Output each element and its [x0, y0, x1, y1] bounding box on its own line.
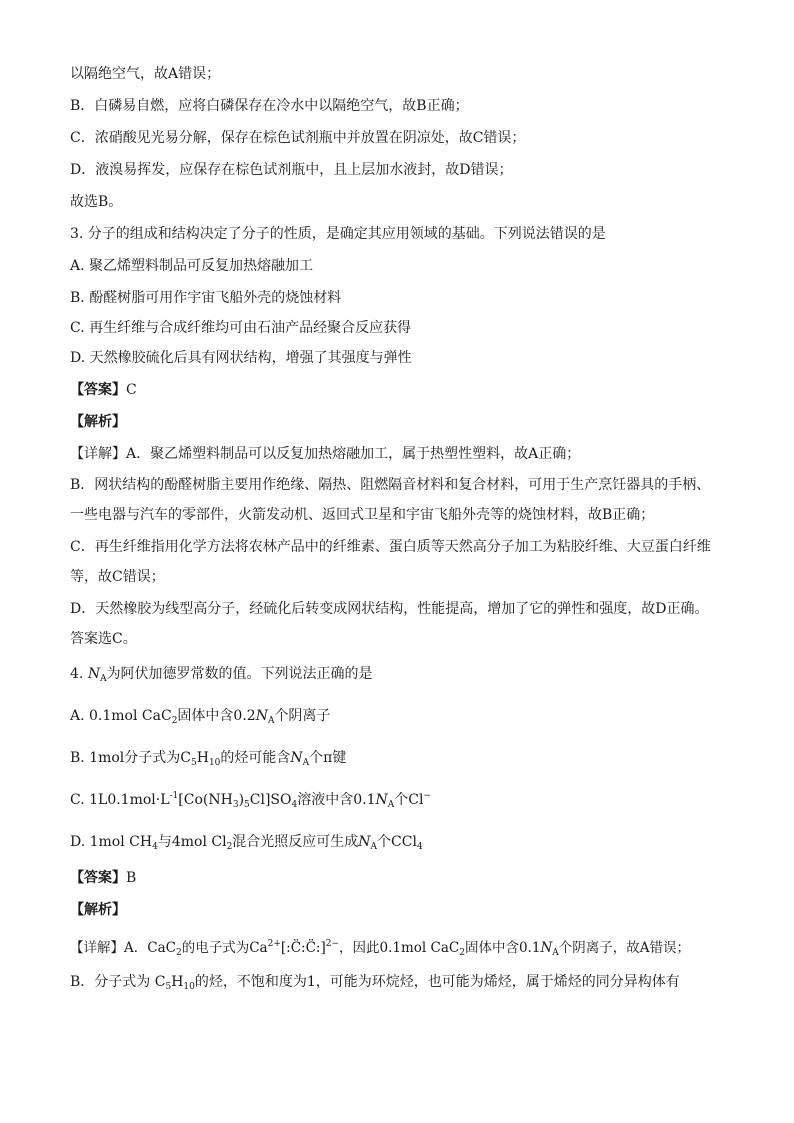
subscript: A	[387, 800, 395, 810]
text-run: [Co(NH	[178, 792, 233, 808]
na-symbol: N	[290, 750, 303, 766]
question-text: 为阿伏加德罗常数的值。下列说法正确的是	[106, 666, 373, 682]
subscript: 4	[152, 842, 158, 852]
text-line: D．天然橡胶为线型高分子，经硫化后转变成网状结构，性能提高，增加了它的弹性和强度，故D正确。	[70, 601, 709, 617]
text-line: 等，故C错误；	[70, 569, 165, 585]
text-run: 溶液中含0.1	[297, 792, 376, 808]
question-3-option-c: C. 再生纤维与合成纤维均可由石油产品经聚合反应获得	[70, 320, 412, 336]
answer-4	[70, 868, 754, 888]
text-run: 的电子式为Ca	[181, 940, 268, 956]
subscript: 4	[416, 842, 423, 852]
text-line: D．液溴易挥发，应保存在棕色试剂瓶中，且上层加水液封，故D错误；	[70, 162, 513, 178]
text-line: C．浓硝酸见光易分解，保存在棕色试剂瓶中并放置在阴凉处，故C错误；	[70, 130, 526, 146]
na-symbol: N	[540, 940, 553, 956]
subscript: A	[302, 758, 310, 768]
text-run: B．分子式为 C	[70, 974, 166, 990]
subscript: 2	[175, 948, 182, 958]
na-symbol: N	[255, 708, 268, 724]
analysis-3-tag: 【解析】	[70, 414, 126, 430]
subscript: 10	[208, 758, 221, 768]
na-symbol: N	[375, 792, 388, 808]
text-run: Cl]SO	[249, 792, 292, 808]
subscript: 2	[171, 716, 178, 726]
analysis-4-tag: 【解析】	[70, 902, 126, 918]
text-run: 与4mol Cl	[157, 834, 227, 850]
text-run: H	[171, 974, 184, 990]
text-line: 一些电器与汽车的零部件，火箭发动机、返回式卫星和宇宙飞船外壳等的烧蚀材料，故B正确；	[70, 507, 655, 523]
subscript: 5	[191, 758, 197, 768]
text-run: 个π键	[309, 750, 347, 766]
answer-tag: 【答案】	[70, 870, 126, 886]
answer-value: B	[126, 870, 137, 886]
answer-3	[70, 380, 754, 400]
text-line: B．白磷易自燃，应将白磷保存在冷水中以隔绝空气，故B正确；	[70, 98, 469, 114]
answer-value: C	[126, 382, 137, 398]
text-run: 个阴离子，故A错误；	[558, 940, 690, 956]
na-symbol: N	[358, 834, 371, 850]
superscript: -1	[169, 791, 179, 801]
question-4-stem	[70, 664, 754, 684]
text-run: 混合光照反应可生成	[232, 834, 359, 850]
answer-tag: 【答案】	[70, 382, 126, 398]
question-3-option-b: B. 酚醛树脂可用作宇宙飞船外壳的烧蚀材料	[70, 290, 342, 306]
subscript: 10	[183, 982, 195, 992]
text-run: )	[238, 792, 245, 808]
text-run: D. 1mol CH	[70, 834, 153, 850]
superscript: −	[423, 791, 431, 801]
text-run: 个Cl	[394, 792, 424, 808]
text-run: 的烃，不饱和度为1，可能为环烷烃，也可能为烯烃，属于烯烃的同分异构体有	[194, 974, 680, 990]
text-line: 以隔绝空气，故A错误；	[70, 66, 221, 82]
question-4-option-c	[70, 790, 754, 810]
text-line	[70, 972, 754, 992]
text-run: [:C̈:C̈:]	[280, 940, 326, 956]
text-run: 固体中含0.1	[464, 940, 541, 956]
text-line: 【详解】A．聚乙烯塑料制品可以反复加热熔融加工，属于热塑性塑料，故A正确；	[70, 446, 581, 462]
question-number: 4.	[70, 666, 84, 682]
text-run: ，因此0.1mol CaC	[339, 940, 460, 956]
text-run: 的烃可能含	[220, 750, 291, 766]
superscript: 2−	[325, 939, 339, 949]
question-4-option-b	[70, 748, 754, 768]
text-line: 答案选C。	[70, 631, 137, 647]
text-run: A. 0.1mol CaC	[70, 708, 172, 724]
question-3-stem: 3. 分子的组成和结构决定了分子的性质，是确定其应用领域的基础。下列说法错误的是	[70, 226, 606, 242]
text-run: C. 1L0.1mol·L	[70, 792, 170, 808]
text-run: 个阴离子	[274, 708, 331, 724]
superscript: 2+	[267, 939, 281, 949]
subscript: 2	[459, 948, 465, 958]
text-run: B. 1mol分子式为C	[70, 750, 191, 766]
subscript: 5	[244, 800, 250, 810]
question-3-option-a: A. 聚乙烯塑料制品可反复加热熔融加工	[70, 258, 314, 274]
text-line: 故选B。	[70, 194, 123, 210]
text-run: H	[196, 750, 209, 766]
text-run: 个CCl	[377, 834, 417, 850]
subscript: A	[100, 674, 107, 684]
subscript: A	[370, 842, 378, 852]
text-run: 固体中含0.2	[177, 708, 256, 724]
text-line	[70, 938, 754, 958]
subscript: A	[552, 948, 559, 958]
subscript: 5	[165, 982, 172, 992]
na-symbol: N	[87, 666, 101, 682]
subscript: 2	[226, 842, 233, 852]
subscript: 3	[232, 800, 239, 810]
question-3-option-d: D. 天然橡胶硫化后具有网状结构，增强了其强度与弹性	[70, 350, 412, 366]
subscript: 4	[291, 800, 298, 810]
text-run: 【详解】A．CaC	[70, 940, 176, 956]
subscript: A	[267, 716, 275, 726]
question-4-option-a	[70, 706, 754, 726]
text-line: B．网状结构的酚醛树脂主要用作绝缘、隔热、阻燃隔音材料和复合材料，可用于生产烹饪器具的手柄、	[70, 477, 711, 493]
question-4-option-d	[70, 832, 754, 852]
text-line: C．再生纤维指用化学方法将农林产品中的纤维素、蛋白质等天然高分子加工为粘胶纤维、大豆蛋白纤维	[70, 539, 711, 555]
